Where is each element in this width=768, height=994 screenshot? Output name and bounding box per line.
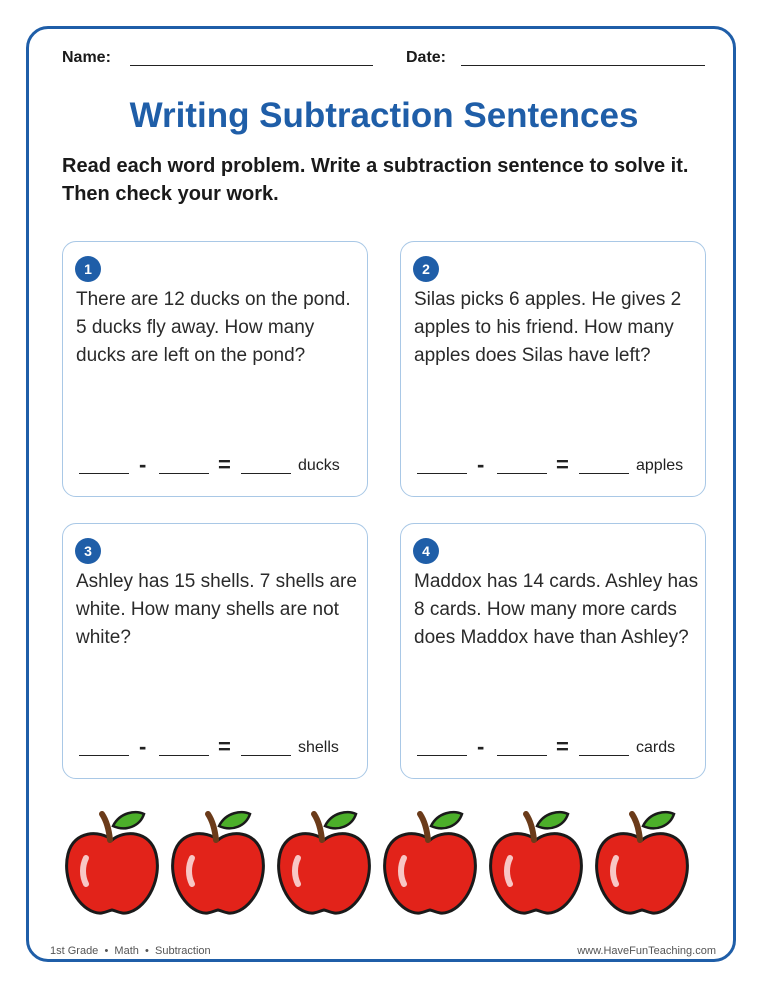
answer-sentence xyxy=(415,734,695,764)
footer-breadcrumb xyxy=(50,945,211,957)
name-label: Name: xyxy=(62,49,111,66)
problem-text: Silas picks 6 apples. He gives 2 apples to his friend. How many apples does Silas have left? xyxy=(414,289,682,366)
apple-icon xyxy=(272,806,376,918)
answer-blank-1[interactable] xyxy=(417,755,467,756)
minus-sign: - xyxy=(477,452,485,477)
problem-number-badge: 2 xyxy=(413,256,439,282)
problem-number-badge: 3 xyxy=(75,538,101,564)
answer-blank-2[interactable] xyxy=(497,473,547,474)
answer-blank-2[interactable] xyxy=(497,755,547,756)
problem-card-3 xyxy=(62,523,368,779)
problem-text: Maddox has 14 cards. Ashley has 8 cards. How many more cards does Maddox have than Ashley? xyxy=(414,571,699,648)
footer-grade: 1st Grade xyxy=(50,945,99,957)
problem-text: There are 12 ducks on the pond. 5 ducks fly away. How many ducks are left on the pond? xyxy=(76,289,351,366)
footer-separator: • xyxy=(104,945,109,957)
footer-subject: Math xyxy=(114,945,139,957)
answer-sentence xyxy=(77,734,357,764)
equals-sign: = xyxy=(218,452,231,477)
apple-icon xyxy=(590,806,694,918)
answer-blank-3[interactable] xyxy=(241,755,291,756)
problem-card-4 xyxy=(400,523,706,779)
answer-blank-2[interactable] xyxy=(159,473,209,474)
answer-blank-1[interactable] xyxy=(79,755,129,756)
minus-sign: - xyxy=(139,452,147,477)
minus-sign: - xyxy=(139,734,147,759)
page-title: Writing Subtraction Sentences xyxy=(129,96,639,135)
problem-number-badge: 1 xyxy=(75,256,101,282)
footer-website[interactable]: www.HaveFunTeaching.com xyxy=(577,945,716,957)
answer-blank-1[interactable] xyxy=(79,473,129,474)
apple-row xyxy=(60,806,710,918)
footer-separator: • xyxy=(145,945,149,957)
unit-label: ducks xyxy=(298,457,340,474)
minus-sign: - xyxy=(477,734,485,759)
name-line[interactable] xyxy=(130,65,373,66)
problem-text: Ashley has 15 shells. 7 shells are white. How many shells are not white? xyxy=(76,571,357,648)
answer-sentence xyxy=(415,452,695,482)
footer-topic: Subtraction xyxy=(155,945,211,957)
apple-icon xyxy=(166,806,270,918)
instructions: Read each word problem. Write a subtraction sentence to solve it. Then check your work. xyxy=(62,155,689,205)
equals-sign: = xyxy=(556,452,569,477)
answer-blank-2[interactable] xyxy=(159,755,209,756)
date-field[interactable] xyxy=(406,49,446,67)
answer-blank-3[interactable] xyxy=(579,473,629,474)
equals-sign: = xyxy=(218,734,231,759)
problem-number-badge: 4 xyxy=(413,538,439,564)
unit-label: cards xyxy=(636,739,676,756)
name-field[interactable] xyxy=(62,49,111,67)
answer-blank-3[interactable] xyxy=(241,473,291,474)
unit-label: apples xyxy=(636,457,684,474)
equals-sign: = xyxy=(556,734,569,759)
apple-icon xyxy=(378,806,482,918)
apple-icon xyxy=(60,806,164,918)
apple-icon xyxy=(484,806,588,918)
answer-blank-3[interactable] xyxy=(579,755,629,756)
answer-blank-1[interactable] xyxy=(417,473,467,474)
date-line[interactable] xyxy=(461,65,705,66)
unit-label: shells xyxy=(298,739,339,756)
problem-card-1 xyxy=(62,241,368,497)
problem-card-2 xyxy=(400,241,706,497)
date-label: Date: xyxy=(406,49,447,66)
answer-sentence xyxy=(77,452,357,482)
